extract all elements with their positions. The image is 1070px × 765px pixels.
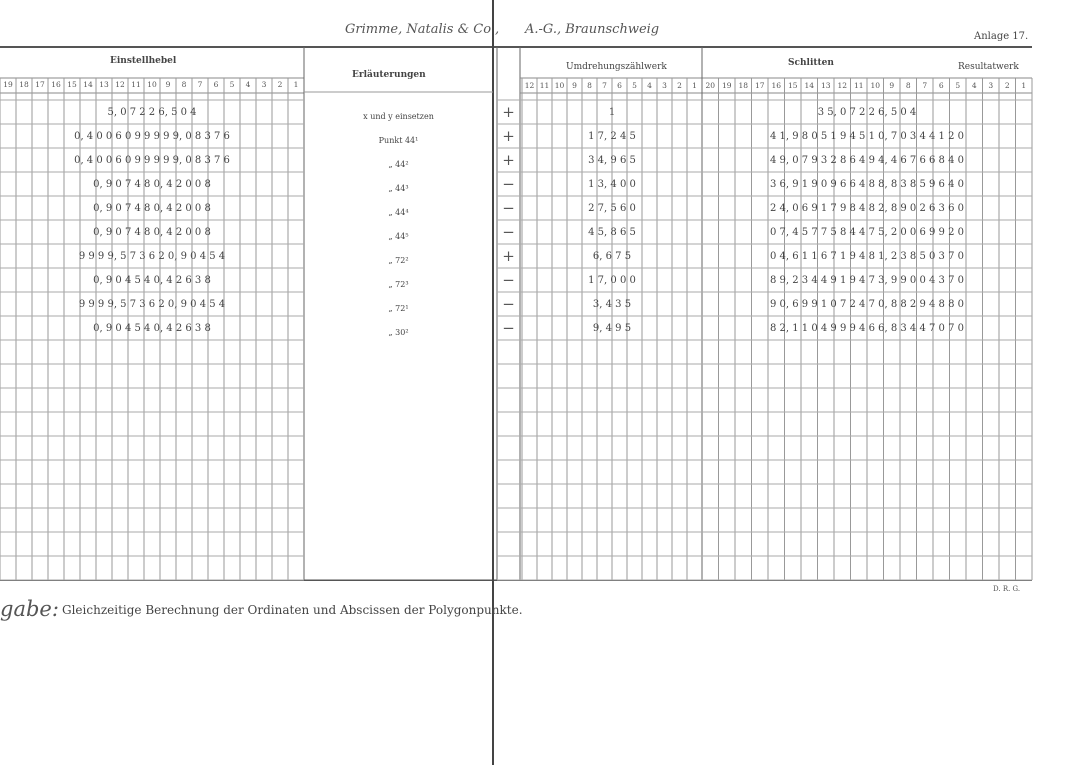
result-register-value: 0 7, 4 5 7 7 5 8 4 4 7 5, 2 0 0 6 9 9 2 0 [770, 227, 964, 238]
column-number: 11 [853, 81, 864, 90]
column-number: 14 [83, 80, 93, 89]
column-number: 7 [197, 80, 203, 89]
revolution-counter-value: 9, 4 9 5 [592, 323, 632, 334]
column-number: 8 [587, 81, 592, 90]
operation-sign: + [502, 103, 515, 121]
column-number: 13 [99, 80, 109, 89]
column-number: 10 [870, 81, 881, 90]
column-number: 1 [1021, 81, 1027, 90]
column-number: 5 [632, 81, 637, 90]
column-number: 9 [572, 81, 577, 90]
explanation-entry: „ 72³ [388, 280, 409, 289]
column-number: 17 [754, 81, 765, 90]
column-number: 2 [677, 81, 682, 90]
column-number: 10 [554, 81, 565, 90]
column-number: 7 [922, 81, 928, 90]
setting-lever-values: 0, 4 0 0 6 0 9 9 9 9 9, 0 8 3 7 6 [74, 155, 230, 166]
column-number: 1 [293, 80, 299, 89]
setting-lever-values: 0, 9 0 4 5 4 0, 4 2 6 3 8 [93, 323, 211, 334]
column-number: 3 [662, 81, 667, 90]
setting-lever-values: 9 9 9 9, 5 7 3 6 2 0, 9 0 4 5 4 [78, 251, 226, 262]
column-number: 19 [3, 80, 13, 89]
column-number: 20 [705, 81, 716, 90]
explanation-entry: „ 72² [388, 256, 409, 265]
schlitten-title: Schlitten [788, 58, 834, 68]
column-number: 3 [261, 80, 267, 89]
result-register-value: 3 5, 0 7 2 2 6, 5 0 4 [817, 107, 917, 118]
result-register-value: 9 0, 6 9 9 1 0 7 2 4 7 0, 8 8 2 9 4 8 8 0 [770, 299, 964, 310]
operation-sign: − [502, 223, 515, 241]
operation-sign: − [502, 199, 515, 217]
explanation-entry: x und y einsetzen [363, 112, 434, 121]
column-number: 17 [35, 80, 45, 89]
result-register-value: 4 1, 9 8 0 5 1 9 4 5 1 0, 7 0 3 4 4 1 2 0 [770, 131, 964, 142]
column-number: 16 [51, 80, 61, 89]
result-register-value: 8 9, 2 3 4 4 9 1 9 4 7 3, 9 9 0 0 4 3 7 0 [770, 275, 964, 286]
operation-sign: + [502, 127, 515, 145]
column-number: 18 [19, 80, 29, 89]
column-number: 19 [721, 81, 732, 90]
column-number: 4 [647, 81, 652, 90]
revolution-counter-value: 1 3, 4 0 0 [588, 179, 636, 190]
revolution-counter-value: 1 7, 0 0 0 [588, 275, 636, 286]
operation-sign: + [502, 151, 515, 169]
column-number: 4 [971, 81, 977, 90]
column-number: 12 [837, 81, 848, 90]
column-number: 5 [229, 80, 235, 89]
erlaeuterungen-title: Erläuterungen [352, 70, 426, 80]
setting-lever-values: 0, 9 0 7 4 8 0, 4 2 0 0 8 [93, 179, 211, 190]
explanation-entry: „ 72¹ [388, 304, 409, 313]
setting-lever-values: 0, 4 0 0 6 0 9 9 9 9 9, 0 8 3 7 6 [74, 131, 230, 142]
column-number: 7 [602, 81, 607, 90]
revolution-counter-value: 3, 4 3 5 [592, 299, 632, 310]
result-register-value: 4 9, 0 7 9 3 2 8 6 4 9 4, 4 6 7 6 6 8 4 0 [770, 155, 964, 166]
result-register-value: 8 2, 1 1 0 4 9 9 9 4 6 6, 8 3 4 4 7 0 7 0 [770, 323, 964, 334]
operation-sign: − [502, 175, 515, 193]
column-number: 16 [771, 81, 782, 90]
explanation-entry: Punkt 44¹ [378, 136, 419, 145]
column-number: 8 [905, 81, 911, 90]
explanation-entry: „ 30² [388, 328, 409, 337]
column-number: 9 [165, 80, 171, 89]
header-company-right: A.-G., Braunschweig [525, 22, 660, 37]
resultatwerk-title: Resultatwerk [958, 62, 1019, 72]
column-number: 18 [738, 81, 749, 90]
result-register-value: 3 6, 9 1 9 0 9 6 6 4 8 8, 8 3 8 5 9 6 4 0 [770, 179, 964, 190]
result-register-value: 0 4, 6 1 1 6 7 1 9 4 8 1, 2 3 8 5 0 3 7 0 [770, 251, 964, 262]
revolution-counter-value: 2 7, 5 6 0 [588, 203, 636, 214]
column-number: 12 [524, 81, 535, 90]
column-number: 2 [277, 80, 283, 89]
header-company-left: Grimme, Natalis & Co., [345, 22, 500, 37]
revolution-counter-value: 4 5, 8 6 5 [588, 227, 636, 238]
result-column-labels [702, 81, 1032, 93]
setting-lever-values: 9 9 9 9, 5 7 3 6 2 0, 9 0 4 5 4 [78, 299, 226, 310]
setting-lever-values: 0, 9 0 4 5 4 0, 4 2 6 3 8 [93, 275, 211, 286]
column-number: 13 [820, 81, 831, 90]
umdrehungszaehlwerk-title: Umdrehungszählwerk [566, 62, 667, 72]
einstellhebel-column-labels [0, 80, 304, 92]
setting-lever-values: 0, 9 0 7 4 8 0, 4 2 0 0 8 [93, 203, 211, 214]
column-number: 15 [787, 81, 798, 90]
publisher-mark: D. R. G. [993, 585, 1021, 593]
einstellhebel-title: Einstellhebel [110, 56, 177, 66]
column-number: 12 [115, 80, 125, 89]
column-number: 2 [1004, 81, 1010, 90]
column-number: 15 [67, 80, 77, 89]
column-number: 11 [131, 80, 141, 89]
result-register-value: 2 4, 0 6 9 1 7 9 8 4 8 2, 8 9 0 2 6 3 6 0 [770, 203, 964, 214]
column-number: 10 [147, 80, 157, 89]
revolution-counter-value: 3 4, 9 6 5 [588, 155, 636, 166]
explanation-entry: „ 44³ [388, 184, 409, 193]
explanation-entry: „ 44² [388, 160, 409, 169]
column-number: 4 [245, 80, 251, 89]
revolution-counter-value: 1 [608, 107, 616, 118]
column-number: 6 [617, 81, 622, 90]
annex-label: Anlage 17. [974, 31, 1029, 42]
column-number: 5 [955, 81, 961, 90]
column-number: 3 [988, 81, 994, 90]
revolution-counter-value: 1 7, 2 4 5 [588, 131, 636, 142]
setting-lever-values: 5, 0 7 2 2 6, 5 0 4 [107, 107, 197, 118]
explanation-entry: „ 44⁴ [388, 208, 409, 217]
column-number: 9 [889, 81, 895, 90]
revolution-counter-value: 6, 6 7 5 [592, 251, 632, 262]
column-number: 8 [181, 80, 187, 89]
task-label: gabe: [0, 597, 59, 621]
explanation-entry: „ 44⁵ [388, 232, 409, 241]
operation-sign: − [502, 295, 515, 313]
operation-sign: + [502, 247, 515, 265]
operation-sign: − [502, 271, 515, 289]
column-number: 6 [938, 81, 944, 90]
column-number: 1 [692, 81, 697, 90]
counter-column-labels [522, 81, 702, 93]
column-number: 14 [804, 81, 815, 90]
column-number: 11 [539, 81, 550, 90]
operation-sign: − [502, 319, 515, 337]
task-caption: Gleichzeitige Berechnung der Ordinaten und Abscissen der Polygonpunkte. [62, 603, 523, 617]
setting-lever-values: 0, 9 0 7 4 8 0, 4 2 0 0 8 [93, 227, 211, 238]
column-number: 6 [213, 80, 219, 89]
